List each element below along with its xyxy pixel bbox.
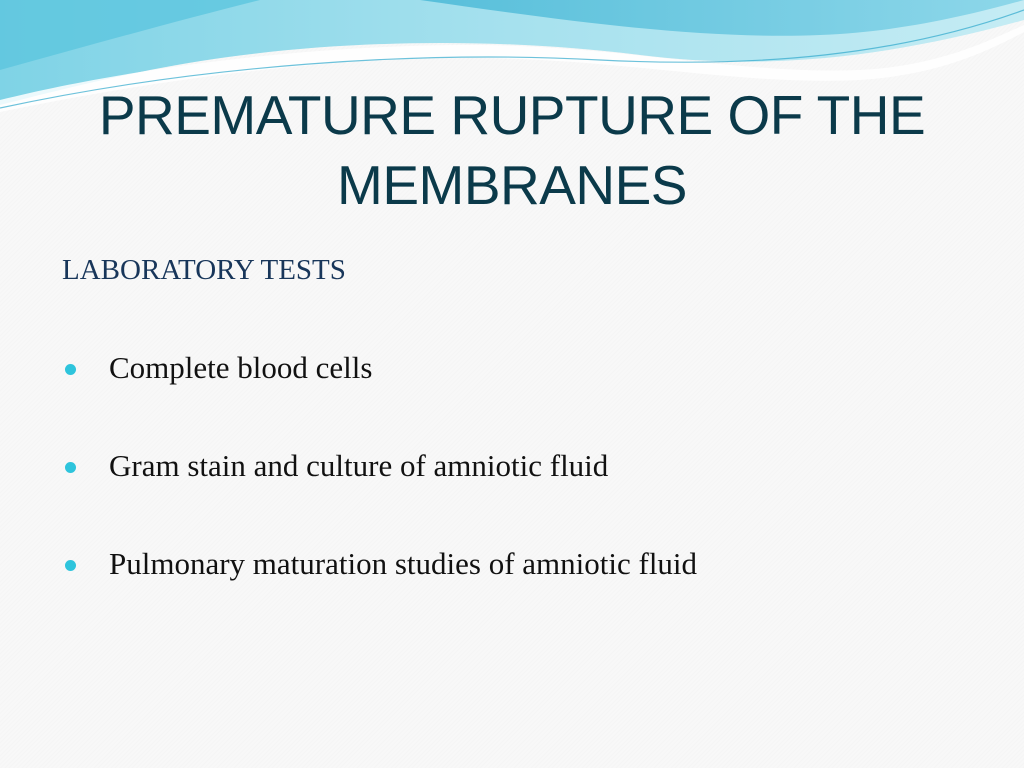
slide-title-line1: PREMATURE RUPTURE OF THE bbox=[98, 84, 926, 146]
bullet-dot-icon bbox=[65, 560, 76, 571]
slide-title-line2: MEMBRANES bbox=[337, 154, 687, 216]
bullet-item bbox=[62, 448, 982, 546]
section-subheading: LABORATORY TESTS bbox=[62, 254, 346, 286]
bullet-item bbox=[62, 350, 982, 448]
bullet-item bbox=[62, 546, 982, 644]
bullet-dot-icon bbox=[65, 364, 76, 375]
bullet-dot-icon bbox=[65, 462, 76, 473]
slide-title bbox=[40, 80, 984, 220]
bullet-text: Gram stain and culture of amniotic fluid bbox=[109, 448, 609, 483]
bullet-text: Pulmonary maturation studies of amniotic fluid bbox=[109, 546, 698, 581]
bullet-text: Complete blood cells bbox=[109, 350, 373, 385]
bullet-list bbox=[62, 350, 982, 644]
